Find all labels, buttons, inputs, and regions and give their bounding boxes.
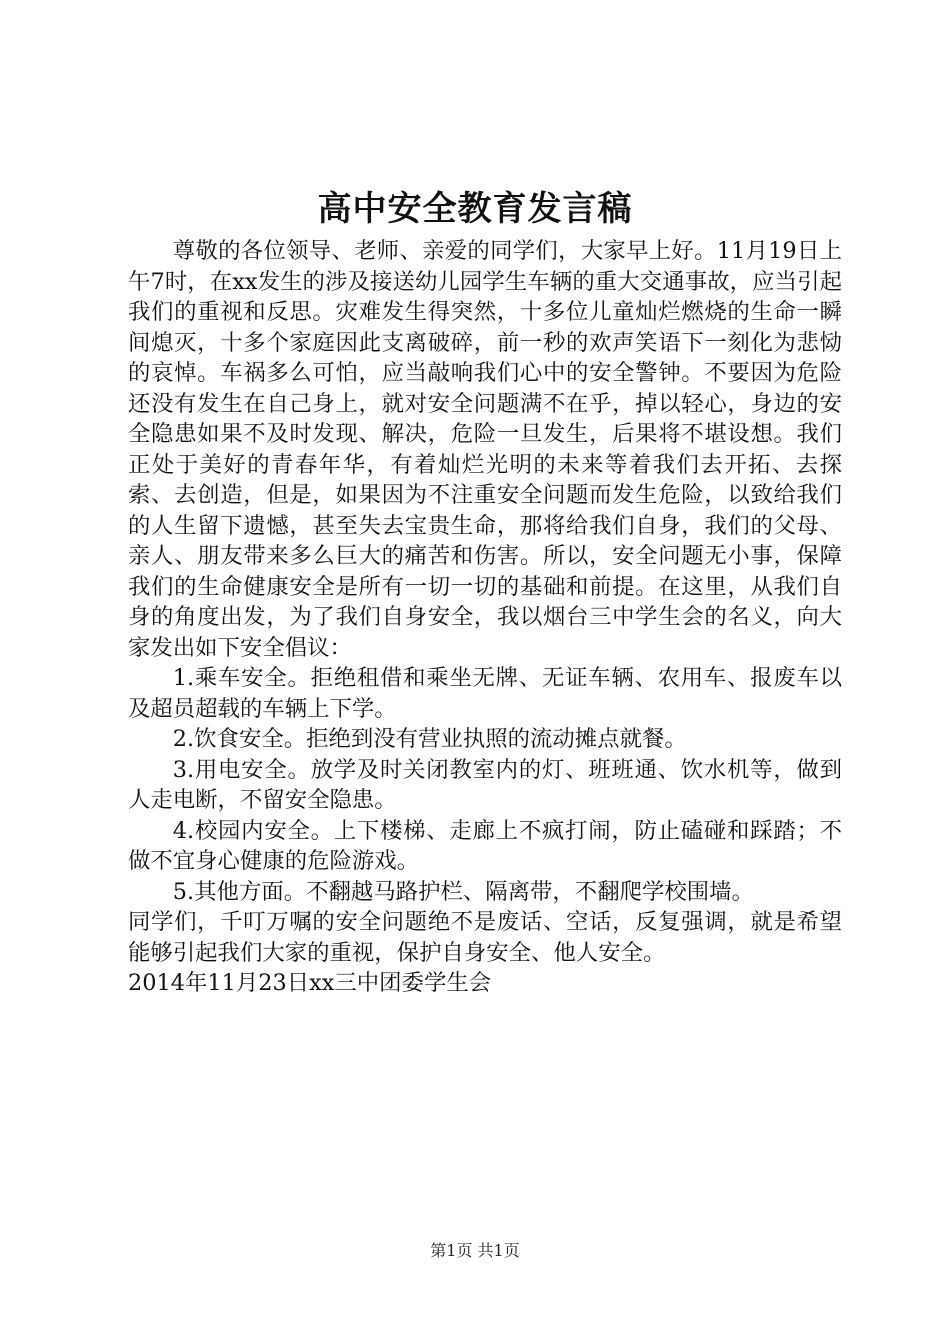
proposal-item-3: 3.用电安全。放学及时关闭教室内的灯、班班通、饮水机等，做到人走电断，不留安全隐患。 (128, 756, 842, 813)
document-body (128, 236, 842, 999)
signature-line: 2014年11月23日xx三中团委学生会 (128, 970, 492, 996)
document-title: 高中安全教育发言稿 (317, 189, 633, 229)
proposal-item-4: 4.校园内安全。上下楼梯、走廊上不疯打闹，防止磕碰和踩踏；不做不宜身心健康的危险游戏。 (128, 817, 842, 874)
closing-paragraph: 同学们，千叮万嘱的安全问题绝不是废话、空话，反复强调，就是希望能够引起我们大家的重视，保护自身安全、他人安全。 (128, 909, 842, 966)
page-number-footer: 第1页 共1页 (430, 1241, 520, 1260)
proposal-item-2: 2.饮食安全。拒绝到没有营业执照的流动摊点就餐。 (172, 726, 687, 752)
opening-paragraph: 尊敬的各位领导、老师、亲爱的同学们，大家早上好。11月19日上午7时，在xx发生的涉及接送幼儿园学生车辆的重大交通事故，应当引起我们的重视和反思。灾难发生得突然，十多位儿童灿烂燃烧的生命一瞬间熄灭，十多个家庭因此支离破碎，前一秒的欢声笑语下一刻化为悲恸的哀悼。车祸多么可怕，应当敲响我们心中的安全警钟。不要因为危险还没有发生在自己身上，就对安全问题满不在乎，掉以轻心，身边的安全隐患如果不及时发现、解决，危险一旦发生，后果将不堪设想。我们正处于美好的青春年华，有着灿烂光明的未来等着我们去开拓、去探索、去创造，但是，如果因为不注重安全问题而发生危险，以致给我们的人生留下遗憾，甚至失去宝贵生命，那将给我们自身，我们的父母、亲人、朋友带来多么巨大的痛苦和伤害。所以，安全问题无小事，保障我们的生命健康安全是所有一切一切的基础和前提。在这里，从我们自身的角度出发，为了我们自身安全，我以烟台三中学生会的名义，向大家发出如下安全倡议： (128, 238, 842, 661)
proposal-item-5: 5.其他方面。不翻越马路护栏、隔离带，不翻爬学校围墙。 (172, 878, 754, 905)
proposal-item-1: 1.乘车安全。拒绝租借和乘坐无牌、无证车辆、农用车、报废车以及超员超载的车辆上下学。 (128, 665, 842, 722)
